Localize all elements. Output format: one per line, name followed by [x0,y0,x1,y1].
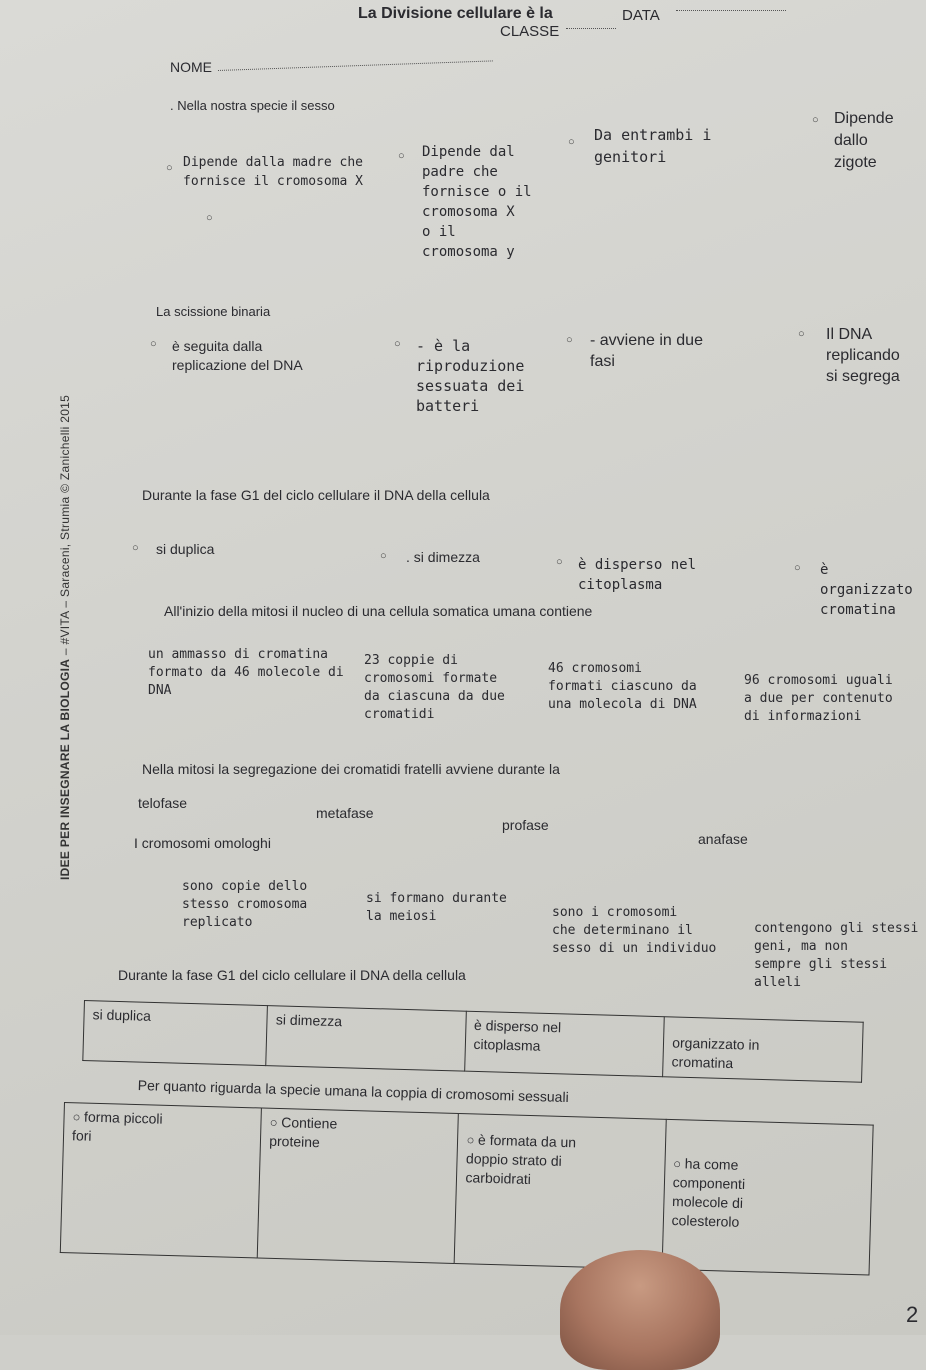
q8-cell-3[interactable] [455,1114,666,1270]
q4-option-2: 23 coppie di cromosomi formate da ciascuna da due cromatidi [364,653,505,722]
q1-option-4: Dipende dallo zigote [834,110,894,171]
q3-prompt: Durante la fase G1 del ciclo cellulare il DNA della cellula [142,487,490,503]
q2-option-3-circle[interactable]: ○ [566,334,573,346]
q5-option-2: metafase [316,805,374,821]
q3-option-3-circle[interactable]: ○ [556,556,563,568]
q3-option-4-circle[interactable]: ○ [794,562,801,574]
q2-option-3: - avviene in due fasi [590,332,703,370]
q7-cell-1[interactable]: si duplica [83,1001,268,1066]
class-line [566,28,616,30]
q8-option-3: è formata da un doppio strato di carboidrati [465,1131,577,1188]
q7-prompt: Durante la fase G1 del ciclo cellulare il DNA della cellula [118,967,466,983]
q3-option-1: si duplica [156,541,215,557]
q1-option-4-circle[interactable]: ○ [812,114,819,126]
q8-answer-table [60,1102,874,1276]
name-label: NOME [170,59,212,75]
q8-cell-2[interactable] [257,1108,458,1263]
finger-photo-artifact [560,1250,720,1370]
q7-cell-3[interactable]: è disperso nel citoplasma [464,1011,664,1077]
q5-option-1: telofase [138,795,188,811]
q8-option-4: ha come componenti molecole di colesterolo [671,1155,746,1230]
q1-option-2: Dipende dal padre che fornisce o il cromosoma X o il cromosoma y [422,144,532,260]
q2-option-4-circle[interactable]: ○ [798,328,805,340]
q6-prompt: I cromosomi omologhi [134,835,271,851]
q2-option-1-circle[interactable]: ○ [150,338,157,350]
q8-cell-1[interactable] [60,1103,261,1258]
q2-option-4: Il DNA replicando si segrega [826,326,900,385]
q4-option-4: 96 cromosomi uguali a due per contenuto di informazioni [744,673,893,724]
q1-option-3: Da entrambi i genitori [594,126,712,166]
q1-option-3-circle[interactable]: ○ [568,136,575,148]
q6-option-3: sono i cromosomi che determinano il sesso di un individuo [552,905,717,956]
q5-prompt: Nella mitosi la segregazione dei cromatidi fratelli avviene durante la [142,761,560,777]
q8-option-2: Contiene proteine [269,1114,338,1151]
q8-option-4-circle: ○ [673,1156,685,1172]
q2-option-2: - è la riproduzione sessuata dei batteri [416,337,525,415]
side-copyright-text: IDEE PER INSEGNARE LA BIOLOGIA – #VITA – Saraceni, Strumia © Zanichelli 2015 [58,394,72,880]
q1-prompt: . Nella nostra specie il sesso [170,98,335,113]
q1-option-1-circle[interactable]: ○ [166,162,173,174]
date-label: DATA [622,7,660,24]
q8-option-3-circle: ○ [466,1132,479,1148]
q2-prompt: La scissione binaria [156,304,271,319]
date-line [676,10,786,12]
q2-option-2-circle[interactable]: ○ [394,338,401,350]
page-number: 2 [906,1302,919,1327]
q3-option-4: è organizzato cromatina [820,562,913,618]
q3-option-3: è disperso nel citoplasma [578,557,697,593]
q8-option-1-circle: ○ [72,1109,85,1125]
q3-option-2: . si dimezza [406,549,480,565]
class-label: CLASSE [500,23,560,40]
q5-option-4: anafase [698,831,748,847]
q3-option-1-circle[interactable]: ○ [132,542,139,554]
q3-option-2-circle[interactable]: ○ [380,550,387,562]
q4-prompt: All'inizio della mitosi il nucleo di una cellula somatica umana contiene [164,603,593,619]
q5-option-3: profase [502,817,549,833]
q2-option-1: è seguita dalla replicazione del DNA [172,338,303,373]
q1-extra-circle[interactable]: ○ [206,212,213,224]
q6-option-4: contengono gli stessi geni, ma non sempre gli stessi alleli [754,921,919,990]
q1-option-1: Dipende dalla madre che fornisce il cromosoma X [183,155,364,189]
q8-prompt: Per quanto riguarda la specie umana la coppia di cromosomi sessuali [137,1076,569,1106]
worksheet-title: La Divisione cellulare è la [358,5,553,22]
q8-option-1: forma piccoli fori [71,1108,163,1144]
q7-cell-2[interactable]: si dimezza [266,1006,466,1072]
q7-cell-4[interactable]: organizzato in cromatina [663,1017,863,1083]
q6-option-1: sono copie dello stesso cromosoma replicato [182,879,308,930]
q6-option-2: si formano durante la meiosi [366,891,507,924]
q8-option-2-circle: ○ [269,1114,282,1131]
q8-cell-4[interactable] [662,1119,873,1275]
q4-option-3: 46 cromosomi formati ciascuno da una molecola di DNA [548,661,697,712]
q1-option-2-circle[interactable]: ○ [398,150,405,162]
q4-option-1: un ammasso di cromatina formato da 46 molecole di DNA [148,647,344,698]
